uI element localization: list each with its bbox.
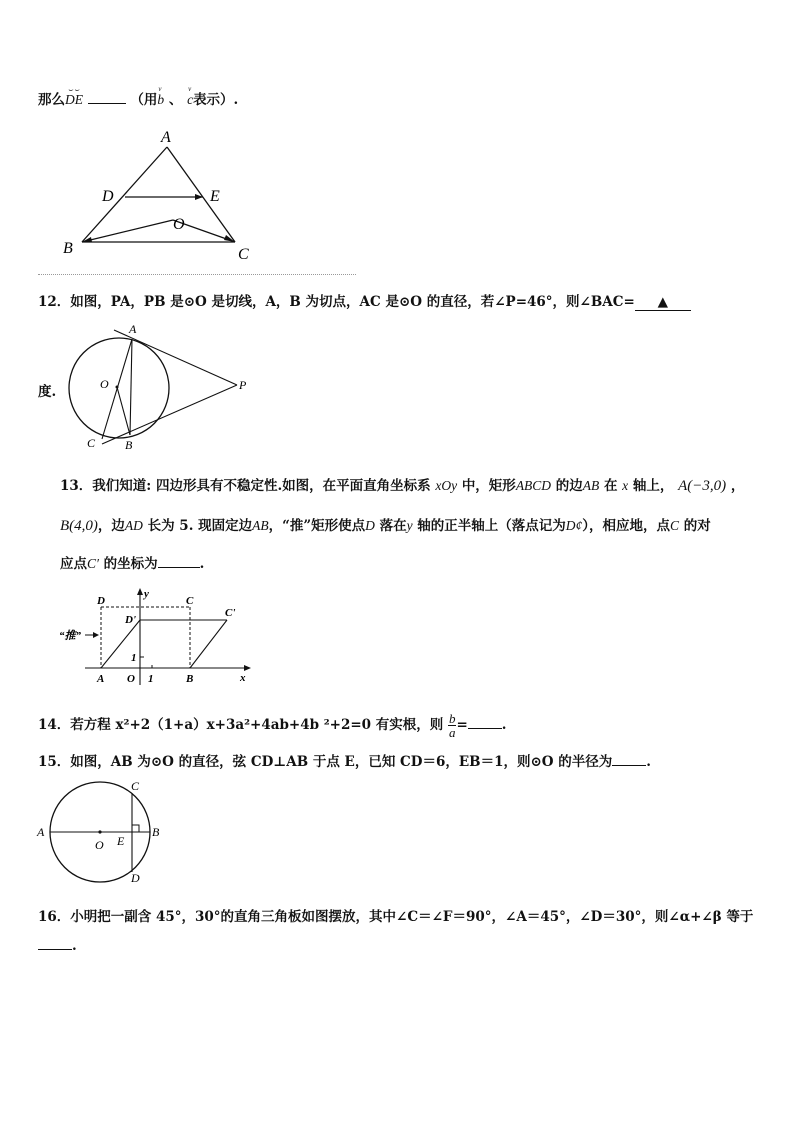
q15-label-a: A (37, 825, 45, 839)
q13-text-1f: ， (730, 478, 745, 494)
q12-circle (69, 338, 169, 438)
q13-ad: AD (124, 518, 143, 533)
q13-text-1c: 的边 (555, 478, 583, 494)
q13-label-x: x (240, 672, 246, 684)
q11-after-blank: （用 (130, 92, 158, 108)
q13-text-2a: ，边 (97, 518, 125, 534)
q13-point-b: B(4,0) (60, 518, 98, 534)
q13-push-arrowhead (93, 632, 99, 638)
q13-answer-blank[interactable] (158, 567, 200, 568)
q13-text-2f: ），相应地，点 (582, 518, 671, 534)
q11-answer-blank[interactable] (88, 103, 126, 104)
q13-coordinate-figure (55, 585, 260, 690)
q13-line-2 (60, 514, 711, 535)
q13-label-d: D (97, 595, 105, 607)
q12-tangent-pb (102, 385, 237, 444)
q13-end: . (199, 556, 205, 572)
q13-text-2e: 轴的正半轴上（落点记为 (417, 518, 566, 534)
q12-text: 12．如图，PA，PB 是⊙O 是切线，A，B 为切点，AC 是⊙O 的直径，若∠P=46°，则∠BAC= (38, 294, 635, 310)
q12-unit: 度. (38, 384, 57, 400)
q15-text: 15．如图，AB 为⊙O 的直径，弦 CD⊥AB 于点 E，已知 CD＝6，EB＝1，则⊙O 的半径为 (38, 754, 613, 770)
q12-label-a: A (129, 322, 137, 336)
q13-text-1e: 轴上， (632, 478, 674, 494)
q12-answer-mark: ▲ (657, 294, 668, 310)
q16-answer-blank[interactable] (38, 949, 72, 950)
q16-end: . (72, 938, 77, 954)
q11-prefix: 那么 (38, 92, 65, 108)
q13-side-bc-prime (190, 620, 227, 668)
q13-label-dprime: D' (125, 614, 136, 626)
q13-text-1b: 中，矩形 (461, 478, 516, 494)
q16-line-2 (38, 938, 77, 954)
q11-vector-c: v c (187, 85, 194, 107)
q12-chord-ab (130, 339, 132, 435)
q15-label-b: B (152, 825, 160, 839)
q13-y: y (406, 518, 413, 533)
q15-label-d: D (131, 871, 140, 885)
q11-vector-de: ⌣⌣ DE (65, 85, 83, 107)
q13-label-one-y: 1 (131, 652, 137, 664)
q15-line (38, 750, 651, 770)
q12-answer-blank[interactable] (635, 294, 691, 311)
q11-segment-bo (82, 220, 173, 242)
q15-end: . (646, 754, 651, 770)
q13-label-b: B (186, 673, 194, 685)
q16-line: 16．小明把一副含 45°，30°的直角三角板如图摆放，其中∠C＝∠F＝90°，∠A＝45°，∠D＝30°，则∠α+∠β 等于 (38, 909, 754, 925)
q13-x: x (622, 478, 629, 493)
q13-text-2b: 长为 5. 现固定边 (147, 518, 253, 534)
divider (38, 274, 356, 275)
q15-answer-blank[interactable] (612, 765, 646, 766)
q11-side-ab (82, 147, 167, 242)
q13-line-1 (60, 474, 744, 495)
q13-ab: AB (582, 478, 600, 493)
q13-abcd: ABCD (515, 478, 552, 493)
q13-line-3 (60, 552, 204, 572)
q11-label-b: B (63, 240, 73, 257)
q15-circle-figure (35, 778, 170, 888)
q14-end: . (501, 717, 507, 733)
q12-circle-figure (62, 322, 262, 452)
q13-y-arrow (137, 588, 143, 595)
q14-answer-blank[interactable] (468, 728, 502, 729)
q11-triangle-figure (55, 125, 265, 270)
q13-text-2c: ，“推”矩形使点 (268, 518, 366, 534)
q11-label-e: E (210, 188, 220, 205)
q13-label-cprime: C' (225, 607, 236, 619)
q13-label-o: O (127, 673, 135, 685)
q13-text-2d: 落在 (379, 518, 407, 534)
q13-d: D (365, 518, 375, 533)
q13-label-push: “推” (59, 630, 81, 642)
q14-text: 14．若方程 x²+2（1+a）x+3a²+4ab+4b ²+2=0 有实根，则 (38, 717, 444, 733)
q15-label-o: O (95, 838, 104, 852)
q15-right-angle-mark (132, 825, 139, 832)
q11-line (38, 85, 239, 108)
q11-label-o: O (173, 216, 185, 233)
q13-label-a: A (97, 673, 105, 685)
q14-frac-num: b (448, 711, 456, 726)
q13-cprime: C′ (87, 556, 99, 571)
q13-label-one-x: 1 (148, 673, 154, 685)
q11-separator: 、 (168, 92, 183, 108)
q12-center-dot (116, 386, 119, 389)
q13-c: C (670, 518, 680, 533)
q12-label-o: O (100, 377, 109, 391)
q12-radius-ob (117, 387, 130, 435)
q12-tangent-pa (114, 330, 237, 385)
q12-label-b: B (125, 438, 133, 452)
q13-text-3b: 的坐标为 (103, 556, 158, 572)
q14-line (38, 712, 507, 739)
q15-label-c: C (131, 779, 140, 793)
q13-text-2g: 的对 (683, 518, 711, 534)
q13-text-1d: 在 (603, 478, 618, 494)
q13-text-3a: 应点 (60, 556, 87, 572)
q11-label-c: C (238, 246, 249, 263)
q13-dprime: D¢ (565, 518, 583, 533)
q11-suffix: 表示）. (193, 92, 239, 108)
q12-line (38, 290, 691, 311)
q12-label-p: P (239, 378, 247, 392)
q13-point-a: A(−3,0) (678, 478, 727, 494)
q13-xoy: xOy (435, 478, 458, 493)
q14-frac-den: a (448, 725, 456, 740)
q13-x-arrow (244, 665, 251, 671)
q13-label-y: y (144, 588, 149, 600)
q11-arrow-c (224, 235, 235, 242)
q11-vector-b: v b (157, 85, 165, 107)
q13-ab-2: AB (252, 518, 269, 533)
q15-label-e: E (117, 834, 125, 848)
q11-label-d: D (102, 188, 114, 205)
q13-label-c: C (186, 595, 194, 607)
q15-center-dot (98, 830, 101, 833)
q11-label-a: A (161, 129, 171, 146)
q14-eq: = (456, 717, 468, 733)
q13-text-1: 13．我们知道: 四边形具有不稳定性.如图，在平面直角坐标系 (60, 478, 431, 494)
q12-label-c: C (87, 436, 96, 450)
